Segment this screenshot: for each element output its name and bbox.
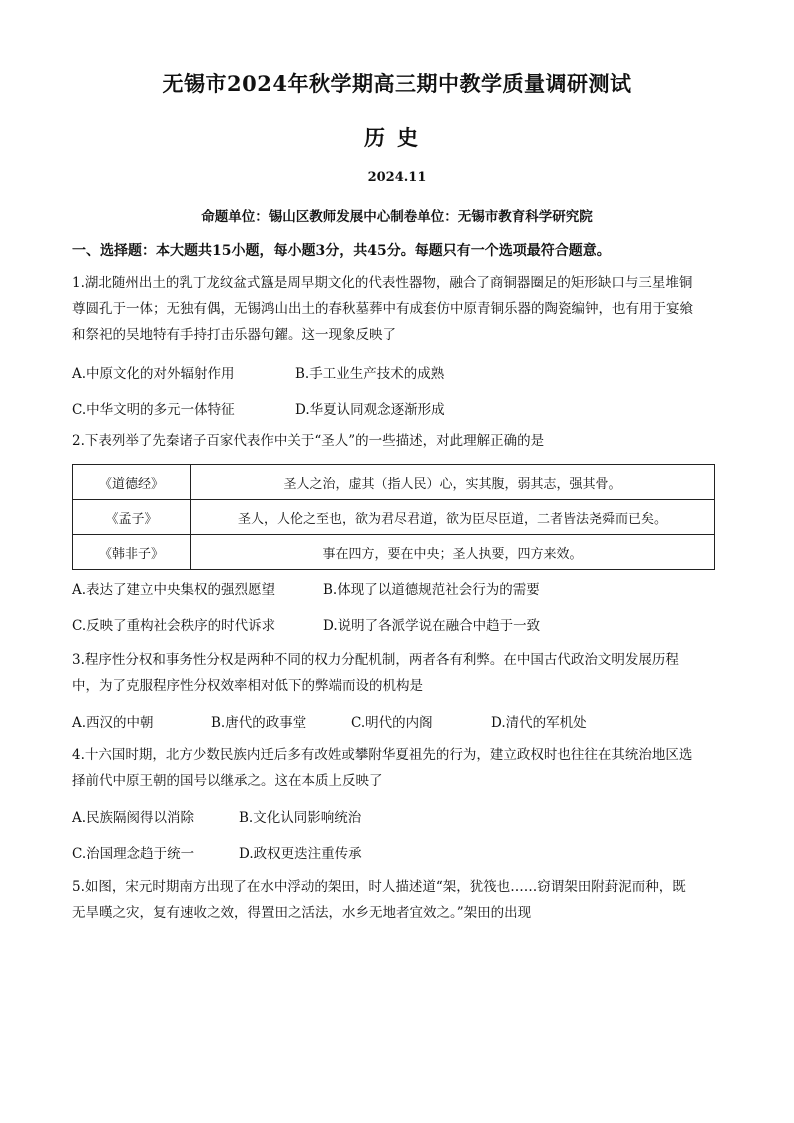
table-cell-quote: 事在四方，要在中央；圣人执要，四方来效。 bbox=[191, 535, 715, 570]
exam-date: 2024.11 bbox=[367, 170, 427, 185]
question-5-line: 5.如图，宋元时期南方出现了在水中浮动的架田，时人描述道“架，犹筏也……窃谓架田附葑泥而种，既 bbox=[72, 879, 686, 895]
table-cell-book: 《道德经》 bbox=[73, 465, 191, 500]
q3-option-c[interactable]: C.明代的内阁 bbox=[351, 715, 433, 731]
subject-title: 历史 bbox=[364, 125, 430, 150]
table-cell-quote: 圣人，人伦之至也，欲为君尽君道，欲为臣尽臣道，二者皆法尧舜而已矣。 bbox=[191, 500, 715, 535]
question-3-line: 中，为了克服程序性分权效率相对低下的弊端而设的机构是 bbox=[72, 678, 423, 694]
q1-option-b[interactable]: B.手工业生产技术的成熟 bbox=[295, 366, 445, 382]
question-2-stem: 2.下表列举了先秦诸子百家代表作中关于“圣人”的一些描述，对此理解正确的是 bbox=[72, 433, 545, 449]
question-5 bbox=[72, 874, 722, 926]
question-5-line: 无旱暵之灾，复有速收之效，得置田之活法，水乡无地者宜效之。”架田的出现 bbox=[72, 905, 532, 921]
q1-option-a[interactable]: A.中原文化的对外辐射作用 bbox=[72, 366, 235, 382]
q1-option-d[interactable]: D.华夏认同观念逐渐形成 bbox=[295, 402, 445, 418]
question-4-line: 择前代中原王朝的国号以继承之。这在本质上反映了 bbox=[72, 773, 383, 789]
question-1-line: 1.湖北随州出土的乳丁龙纹盆式簋是周早期文化的代表性器物，融合了商铜器圈足的矩形缺口与三星堆铜 bbox=[72, 275, 693, 291]
question-4-line: 4.十六国时期，北方少数民族内迁后多有改姓或攀附华夏祖先的行为，建立政权时也往往在其统治地区选 bbox=[72, 747, 693, 763]
table-cell-quote: 圣人之治，虚其（指人民）心，实其腹，弱其志，强其骨。 bbox=[191, 465, 715, 500]
table-cell-book: 《孟子》 bbox=[73, 500, 191, 535]
q1-option-c[interactable]: C.中华文明的多元一体特征 bbox=[72, 402, 235, 418]
section-heading: 一、选择题：本大题共15小题，每小题3分，共45分。每题只有一个选项最符合题意。 bbox=[72, 243, 611, 259]
question-4 bbox=[72, 742, 722, 794]
q4-option-a[interactable]: A.民族隔阂得以消除 bbox=[72, 810, 195, 826]
q4-option-c[interactable]: C.治国理念趋于统一 bbox=[72, 846, 195, 862]
q3-option-b[interactable]: B.唐代的政事堂 bbox=[211, 715, 307, 731]
q2-table bbox=[72, 464, 715, 570]
q2-option-a[interactable]: A.表达了建立中央集权的强烈愿望 bbox=[72, 582, 276, 598]
question-1 bbox=[72, 270, 722, 348]
q3-option-d[interactable]: D.清代的军机处 bbox=[491, 715, 587, 731]
question-1-line: 尊圆孔于一体；无独有偶，无锡鸿山出土的春秋墓葬中有成套仿中原青铜乐器的陶瓷编钟，也有用于宴飨 bbox=[72, 301, 693, 317]
q4-option-b[interactable]: B.文化认同影响统治 bbox=[239, 810, 362, 826]
q2-option-c[interactable]: C.反映了重构社会秩序的时代诉求 bbox=[72, 618, 276, 634]
q3-option-a[interactable]: A.西汉的中朝 bbox=[72, 715, 154, 731]
table-row bbox=[73, 535, 715, 570]
table-cell-book: 《韩非子》 bbox=[73, 535, 191, 570]
question-3 bbox=[72, 647, 722, 699]
table-row bbox=[73, 500, 715, 535]
q2-option-b[interactable]: B.体现了以道德规范社会行为的需要 bbox=[323, 582, 540, 598]
question-3-line: 3.程序性分权和事务性分权是两种不同的权力分配机制，两者各有利弊。在中国古代政治文明发展历程 bbox=[72, 652, 679, 668]
question-1-line: 和祭祀的吴地特有手持打击乐器句鑃。这一现象反映了 bbox=[72, 327, 396, 343]
q4-option-d[interactable]: D.政权更迭注重传承 bbox=[239, 846, 362, 862]
q2-option-d[interactable]: D.说明了各派学说在融合中趋于一致 bbox=[323, 618, 541, 634]
organizer-units: 命题单位：锡山区教师发展中心制卷单位：无锡市教育科学研究院 bbox=[201, 209, 593, 225]
exam-title: 无锡市2024年秋学期高三期中教学质量调研测试 bbox=[162, 71, 632, 96]
table-row bbox=[73, 465, 715, 500]
